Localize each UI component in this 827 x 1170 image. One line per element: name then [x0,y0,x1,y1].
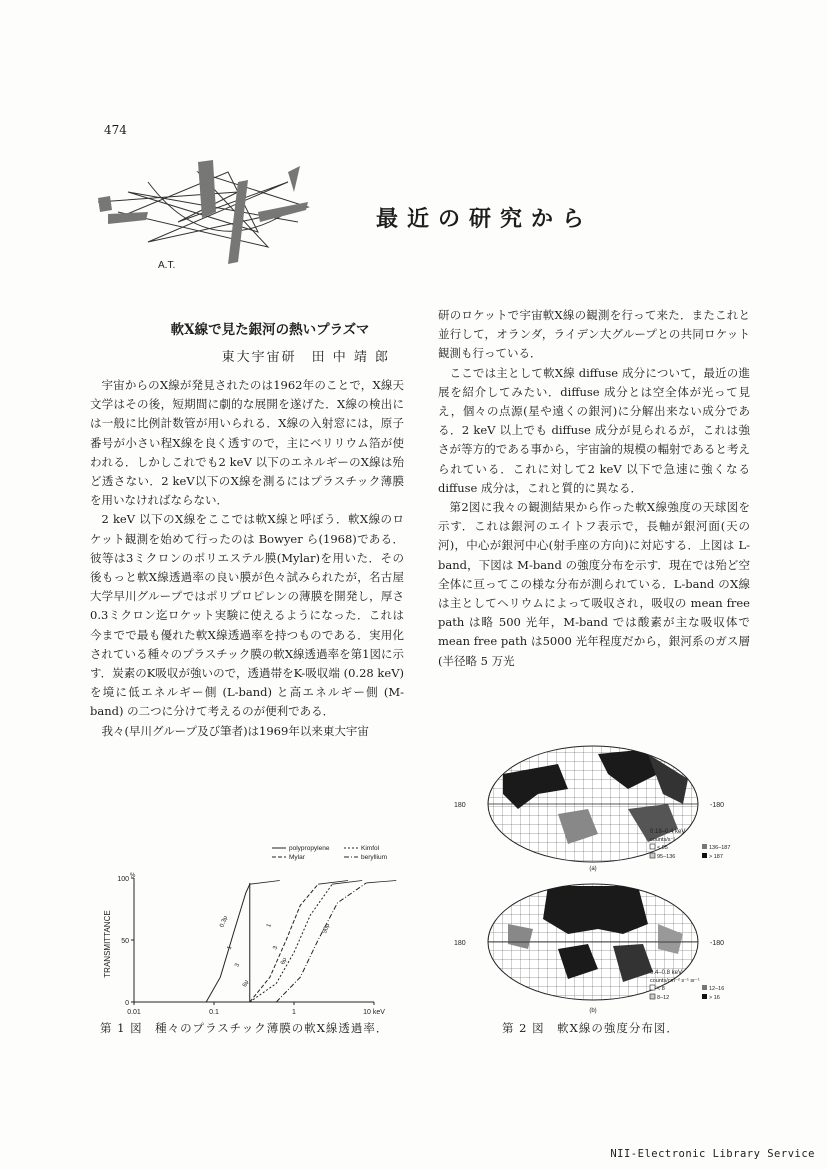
curve-label: 0.3μ [219,915,230,929]
curve-label: 6μ [280,957,289,966]
series-plateau [250,880,280,884]
x-tick-label: 0.1 [209,1009,219,1016]
legend-label: > 187 [709,854,723,860]
longitude-label: -180 [710,802,725,809]
series-line-Kimfol [250,884,332,1002]
y-tick-label: 0 [125,1000,129,1007]
longitude-label: -180 [710,940,725,947]
series-plateau [318,880,348,884]
legend-label: Mylar [289,854,305,861]
series-plateau [366,880,396,882]
legend-label: 95–136 [657,854,676,860]
y-tick-label: 50 [121,938,129,945]
series-line-Mylar [250,884,318,1002]
x-tick-label: 0.01 [127,1009,141,1016]
body-column-left [90,376,404,741]
figure-2-sky-maps [448,734,754,1024]
curve-label: 50μ [322,922,332,935]
subfigure-label: (b) [589,1008,597,1014]
fig1-legend [272,845,387,861]
energy-band-label: 0.18–0.4 keV [650,829,686,835]
legend-label: polypropylene [289,845,330,852]
legend-label: 136–187 [709,845,731,851]
legend-label: beryllium [361,854,388,861]
x-tick-label: 1 [292,1009,296,1016]
paragraph: ここでは主として軟X線 diffuse 成分について，最近の進展を紹介してみたい．diffuse 成分とは空全体が光って見え，個々の点源(星や遠くの銀河)に分解出来ない成分である．2 keV 以上でも diffuse 成分が見られるが，これは強さが等方的である事から，宇宙論的規模の輻射であると考えられている．これに対して2 keV 以下で急速に強くなる diffuse 成分は，これと質的に異なる． [438,365,750,495]
longitude-label: 180 [454,802,466,809]
legend-label: < 95 [657,845,668,851]
section-logo-drawing [88,152,328,272]
y-unit: % [130,873,136,879]
longitude-label: 180 [454,940,466,947]
curve-label: 6μ [242,979,251,988]
x-tick-label: 10 keV [363,1009,385,1016]
y-axis-label: TRANSMITTANCE [103,910,112,978]
paragraph: 宇宙からのX線が発見されたのは1962年のことで，X線天文学はその後，短期間に劇的な展開を遂げた．X線の検出には一般に比例計数管が用いられる．X線の入射窓には，原子番号が小さい程X線を良く透すので，主にベリリウム箔が使われる．しかしこれでも2 keV 以下のエネルギーのX線は殆ど透さない．2 keV以下のX線を測るにはプラスチック薄膜を用いなければならない． [90,378,404,508]
body-column-right [438,306,750,671]
y-tick-label: 100 [117,876,129,883]
logo-signature: A.T. [158,260,176,271]
sky-map-l-band [454,746,730,872]
sky-map-m-band [454,884,724,1014]
paragraph: 研のロケットで宇宙軟X線の観測を行って来た．またこれと並行して，オランダ，ライデン大グループとの共同ロケット観測も行っている． [438,308,750,361]
series-plateau [332,880,362,884]
figure-1-caption: 第 1 図 種々のプラスチック薄膜の軟X線透過率． [100,1021,389,1035]
section-title: 最近の研究から [376,206,594,232]
series-line-beryllium [276,883,366,1002]
paragraph: 我々(早川グループ及び筆者)は1969年以来東大宇宙 [101,723,369,738]
subfigure-label: (a) [589,866,597,872]
paragraph: 第2図に我々の観測結果から作った軟X線強度の天球図を示す．これは銀河のエイトフ表示で，長軸が銀河面(天の河)，中心が銀河中心(射手座の方向)に対応する．上図は L-band，下図は M-band の強度分布を示す．現在では殆ど空全体に亘ってこの様な分布が測られている．L-band のX線は主としてヘリウムによって吸収され，吸収の mean free path は略 500 光年，M-band では酸素が主な吸収体で mean free path は5000 光年程度だから，銀河系のガス層 (半径略 5 万光 [438,500,750,668]
legend-label: > 16 [709,995,720,1001]
author-line: 東大宇宙研 田 中 靖 郎 [221,350,390,365]
curve-label: 1 [266,923,273,929]
curve-label: 3 [272,945,280,951]
figure-1-transmittance-chart [92,842,412,1042]
legend-label: < 8 [657,986,665,992]
curve-label: 3 [234,962,242,968]
energy-band-label: 0.4–0.8 keV [650,970,683,976]
curve-label: 1 [226,945,234,951]
footer-service-label: NII-Electronic Library Service [610,1148,815,1160]
legend-label: Kimfol [361,845,380,852]
page-number: 474 [104,123,127,137]
unit-label: counts/cm⁻² s⁻¹ sr⁻¹ [650,978,700,984]
unit-label: counts/s⁻¹ [650,837,676,843]
paragraph: 2 keV 以下のX線をここでは軟X線と呼ぼう．軟X線のロケット観測を始めて行ったのは Bowyer ら(1968)である．彼等は3ミクロンのポリエステル膜(Mylar)を用いた．その後もっと軟X線透過率の良い膜が色々試みられたが，名古屋大学早川グループではポリプロピレンの薄膜を開発し，厚さ0.3ミクロン迄ロケット実験に使えるようになった．これは今までで最も優れた軟X線透過率を持つものである．実用化されている種々のプラスチック膜の軟X線透過率を第1図に示す．炭素のK吸収が強いので，透過帯をK-吸収端 (0.28 keV) を境に低エネルギー側 (L-band) と高エネルギー側 (M-band) の二つに分けて考えるのが便利である． [90,512,404,719]
article-title: 軟X線で見た銀河の熱いプラズマ [170,322,370,338]
figure-2-caption: 第 2 図 軟X線の強度分布図． [502,1021,679,1035]
legend-label: 8–12 [657,995,670,1001]
legend-label: 12–16 [709,986,725,992]
